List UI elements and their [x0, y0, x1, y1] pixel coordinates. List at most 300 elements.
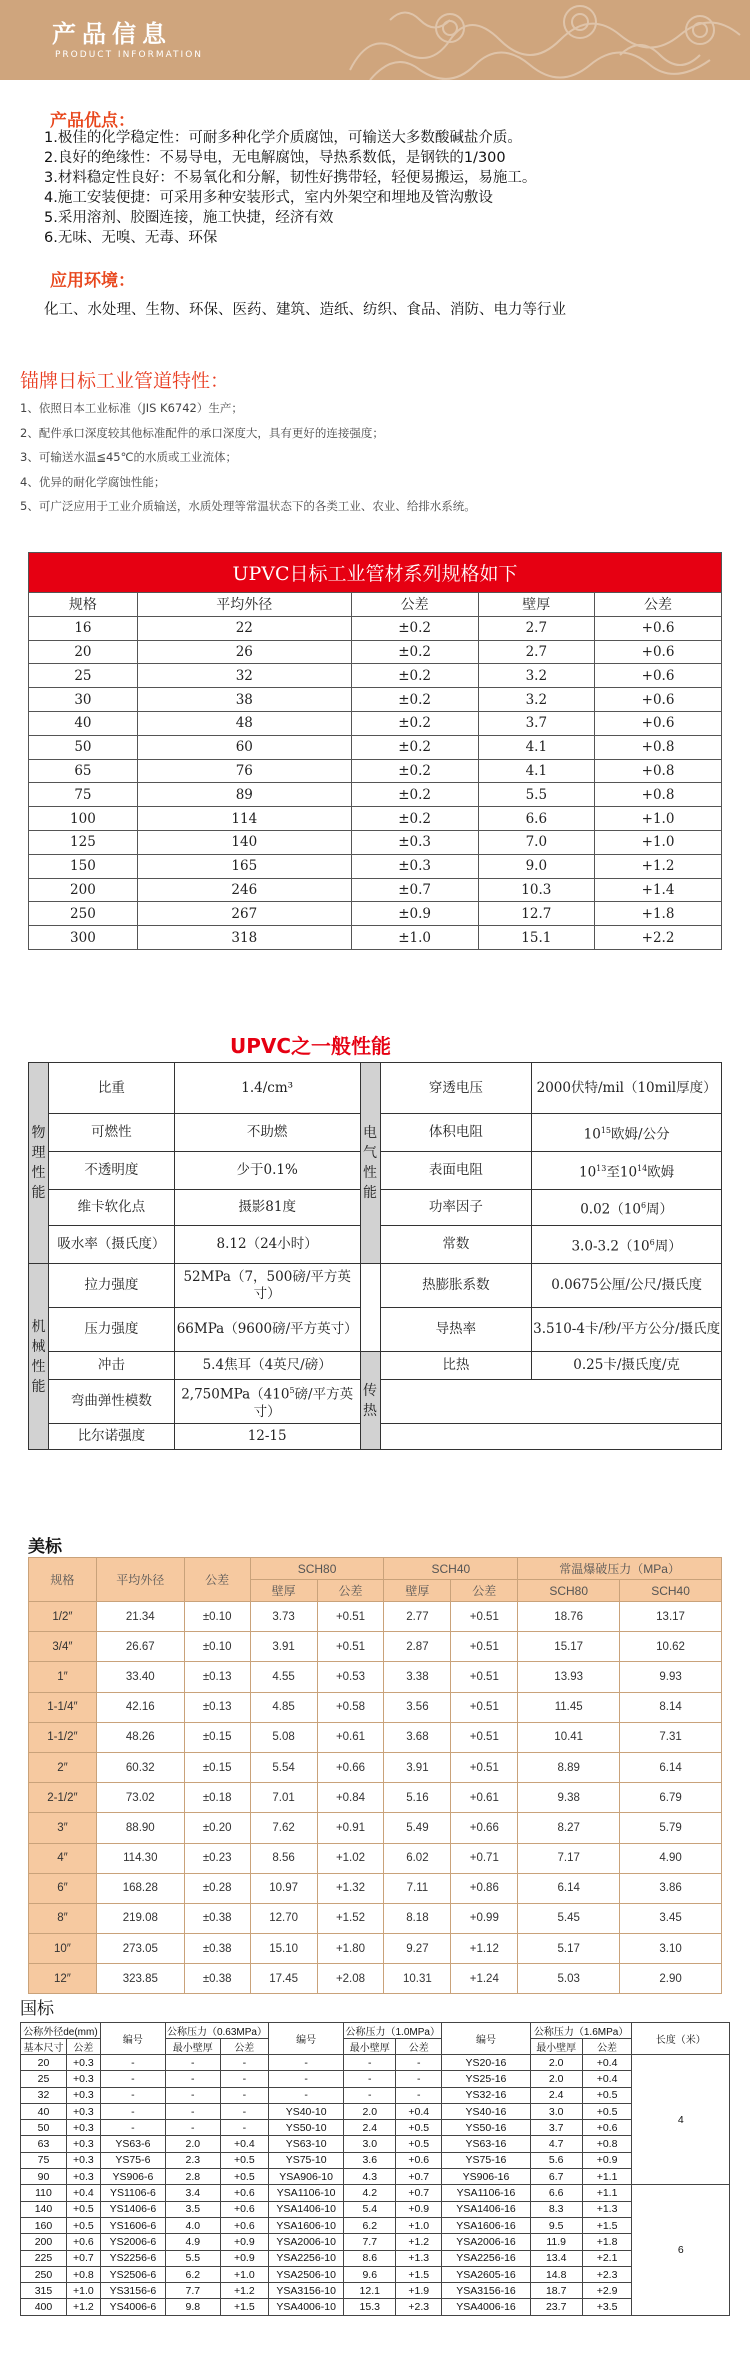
section-title: 产品信息	[52, 20, 172, 48]
table-cell: -	[100, 2071, 165, 2087]
table-cell: 10.3	[478, 878, 595, 902]
table-cell: ±0.2	[351, 783, 478, 807]
table-cell: 3.0	[344, 2136, 396, 2152]
table-cell: +1.9	[396, 2283, 442, 2299]
table-cell: YS32-16	[442, 2087, 531, 2103]
table-cell: +0.5	[396, 2120, 442, 2136]
table-cell: +1.5	[396, 2266, 442, 2282]
column-header: 最小壁厚	[530, 2039, 582, 2055]
table-cell: 5.6	[530, 2152, 582, 2168]
advantages-list	[44, 128, 536, 248]
table-cell: +0.99	[451, 1903, 518, 1933]
table-cell: +0.6	[595, 688, 722, 712]
table-cell: ±0.38	[184, 1903, 250, 1933]
table-cell: +0.3	[66, 2103, 100, 2119]
table-cell: 8.56	[250, 1843, 317, 1873]
table-cell: +0.6	[595, 711, 722, 735]
table-row	[29, 807, 722, 831]
table-cell: 3.38	[384, 1662, 451, 1692]
table-cell: 13.4	[530, 2250, 582, 2266]
table-cell: ±0.15	[184, 1752, 250, 1782]
group-label: 物理性能	[29, 1063, 49, 1264]
property-value: $0.02(10^6$周）	[532, 1190, 722, 1226]
table-cell: 6.14	[620, 1752, 722, 1782]
table-cell: YSA1606-10	[269, 2217, 344, 2233]
table-row	[29, 735, 722, 759]
table-cell: -	[165, 2103, 220, 2119]
table-cell: 5.49	[384, 1813, 451, 1843]
table-cell: +0.61	[317, 1722, 384, 1752]
table-cell: YS20-16	[442, 2055, 531, 2071]
property-name: 不透明度	[48, 1152, 174, 1190]
table-cell: 11.9	[530, 2234, 582, 2250]
table-cell: 3.2	[478, 664, 595, 688]
column-header: 公差	[351, 593, 478, 617]
property-name: 可燃性	[48, 1114, 174, 1152]
table-cell: 13.17	[620, 1602, 722, 1632]
empty-cell	[380, 1380, 721, 1424]
table-cell: 267	[137, 902, 351, 926]
table-cell: +0.3	[66, 2071, 100, 2087]
brand-list	[20, 396, 476, 519]
list-item: 6.无味、无嗅、无毒、环保	[44, 230, 218, 246]
table-cell: -	[220, 2055, 268, 2071]
property-value: 3.510-4卡/秒/平方公分/摄氏度	[532, 1308, 722, 1352]
table-cell: ±0.2	[351, 759, 478, 783]
table-cell: -	[220, 2071, 268, 2087]
table-cell: 3.0	[530, 2103, 582, 2119]
column-header: 规格	[29, 593, 138, 617]
table-cell: +0.6	[220, 2217, 268, 2233]
table-cell: 2.7	[478, 640, 595, 664]
property-value: 2000伏特/mil（10mil厚度）	[532, 1063, 722, 1114]
table-cell: YSA4006-10	[269, 2299, 344, 2315]
table-row	[21, 2217, 730, 2233]
table-cell: 6.7	[530, 2169, 582, 2185]
table-cell: ±0.10	[184, 1602, 250, 1632]
table-cell: YS75-16	[442, 2152, 531, 2168]
table-cell: 16	[29, 616, 138, 640]
table-cell: 30	[29, 688, 138, 712]
table-row	[29, 1964, 722, 1994]
table-cell: 25	[21, 2071, 67, 2087]
table-cell: 10.41	[518, 1722, 620, 1752]
table-cell: YSA2506-10	[269, 2266, 344, 2282]
table-row	[29, 783, 722, 807]
table-cell: YS3156-6	[100, 2283, 165, 2299]
table-cell: +2.9	[582, 2283, 632, 2299]
table-cell: YS2256-6	[100, 2250, 165, 2266]
table-cell: -	[220, 2120, 268, 2136]
table-cell: +1.5	[220, 2299, 268, 2315]
table-cell: +2.3	[582, 2266, 632, 2282]
table-row	[29, 664, 722, 688]
us-standard-title: 美标	[28, 1537, 62, 1557]
table-cell: YSA3156-16	[442, 2283, 531, 2299]
property-value: 不助燃	[174, 1114, 360, 1152]
gb-standard-title: 国标	[20, 1999, 54, 2019]
table-cell: -	[396, 2071, 442, 2087]
table-cell: +1.1	[582, 2169, 632, 2185]
table-cell: 9.6	[344, 2266, 396, 2282]
table-cell: +0.4	[582, 2071, 632, 2087]
table-cell: 20	[29, 640, 138, 664]
table-cell: 315	[21, 2283, 67, 2299]
table-cell: +0.6	[595, 616, 722, 640]
table-cell: 3″	[29, 1813, 97, 1843]
brand-title: 锚牌日标工业管道特性：	[20, 370, 230, 392]
table-cell: 4.85	[250, 1692, 317, 1722]
table-cell: +1.3	[396, 2250, 442, 2266]
column-header: 平均外径	[137, 593, 351, 617]
column-header: 壁厚	[384, 1580, 451, 1602]
table-cell: ±0.23	[184, 1843, 250, 1873]
table-cell: 7.17	[518, 1843, 620, 1873]
table-cell: 9.8	[165, 2299, 220, 2315]
column-header: 编号	[269, 2023, 344, 2055]
column-header: 公差	[317, 1580, 384, 1602]
table-cell: +0.8	[595, 783, 722, 807]
table-cell: 5.16	[384, 1783, 451, 1813]
table-cell: -	[269, 2087, 344, 2103]
table-cell: 225	[21, 2250, 67, 2266]
table-cell: +0.3	[66, 2055, 100, 2071]
table-row	[29, 688, 722, 712]
table-cell: 48.26	[96, 1722, 184, 1752]
table-cell: 250	[21, 2266, 67, 2282]
table-cell: 3.91	[250, 1632, 317, 1662]
table-cell: -	[344, 2055, 396, 2071]
table-cell: 8.89	[518, 1752, 620, 1782]
table-cell: +1.0	[396, 2217, 442, 2233]
table-cell: +0.6	[582, 2120, 632, 2136]
table-cell: 4″	[29, 1843, 97, 1873]
table-cell: 33.40	[96, 1662, 184, 1692]
property-value: 5.4焦耳（4英尺/磅）	[174, 1352, 360, 1380]
column-header: 公差	[66, 2039, 100, 2055]
table-cell: -	[344, 2071, 396, 2087]
column-header: 最小壁厚	[165, 2039, 220, 2055]
table-cell: 7.31	[620, 1722, 722, 1752]
table-cell: YSA1106-16	[442, 2185, 531, 2201]
property-name: 比重	[48, 1063, 174, 1114]
table-cell: ±0.7	[351, 878, 478, 902]
table-row	[21, 2266, 730, 2282]
table-cell: 13.93	[518, 1662, 620, 1692]
table-cell: +0.6	[595, 664, 722, 688]
table-cell: +0.4	[582, 2055, 632, 2071]
table-row	[21, 2185, 730, 2201]
table-row	[29, 1632, 722, 1662]
table-cell: +0.6	[66, 2234, 100, 2250]
table-cell: 18.76	[518, 1602, 620, 1632]
table-cell: 4.90	[620, 1843, 722, 1873]
table-cell: +0.58	[317, 1692, 384, 1722]
column-header: SCH80	[250, 1558, 384, 1580]
table-cell: +0.51	[451, 1662, 518, 1692]
table-row	[21, 2071, 730, 2087]
column-header: 壁厚	[478, 593, 595, 617]
table-cell: ±0.2	[351, 807, 478, 831]
column-header: 公称压力（1.0MPa）	[344, 2023, 442, 2039]
table-cell: 14.8	[530, 2266, 582, 2282]
property-value: 摄影81度	[174, 1190, 360, 1226]
table-cell: -	[269, 2055, 344, 2071]
table-cell: +0.3	[66, 2120, 100, 2136]
table-row	[29, 1903, 722, 1933]
table-cell: +1.0	[595, 807, 722, 831]
table-cell: ±0.2	[351, 664, 478, 688]
table-cell: 7.7	[165, 2283, 220, 2299]
table-cell: 89	[137, 783, 351, 807]
table-cell: 4.3	[344, 2169, 396, 2185]
table-cell: ±0.13	[184, 1662, 250, 1692]
table-cell: YSA2605-16	[442, 2266, 531, 2282]
table-cell: 7.7	[344, 2234, 396, 2250]
table-cell: +1.0	[66, 2283, 100, 2299]
table-row	[29, 1843, 722, 1873]
table-cell: +0.51	[317, 1602, 384, 1632]
table-cell: 110	[21, 2185, 67, 2201]
table-cell: 200	[21, 2234, 67, 2250]
table-cell: 250	[29, 902, 138, 926]
table-cell: 42.16	[96, 1692, 184, 1722]
table-cell: +0.66	[451, 1813, 518, 1843]
table-cell: YS25-16	[442, 2071, 531, 2087]
table-cell: 12″	[29, 1964, 97, 1994]
table-row	[21, 2201, 730, 2217]
table-row	[21, 2120, 730, 2136]
table-cell: -	[269, 2071, 344, 2087]
table-cell: +1.80	[317, 1934, 384, 1964]
column-header: 公差	[396, 2039, 442, 2055]
table-cell: 10″	[29, 1934, 97, 1964]
table-cell: -	[396, 2055, 442, 2071]
table-cell: +0.91	[317, 1813, 384, 1843]
table-cell: -	[165, 2071, 220, 2087]
table-cell: +1.0	[595, 830, 722, 854]
table-cell: 2.77	[384, 1602, 451, 1632]
table-cell: 12.7	[478, 902, 595, 926]
column-header: 规格	[29, 1558, 97, 1602]
table-cell: 1/2″	[29, 1602, 97, 1632]
property-name: 吸水率（摄氏度）	[48, 1226, 174, 1264]
property-value: 8.12（24小时）	[174, 1226, 360, 1264]
table-cell: +0.53	[317, 1662, 384, 1692]
table-cell: +2.2	[595, 926, 722, 950]
table-row	[29, 1602, 722, 1632]
table-cell: 3.4	[165, 2185, 220, 2201]
table-cell: -	[100, 2055, 165, 2071]
table-cell: ±1.0	[351, 926, 478, 950]
table-cell: +1.24	[451, 1964, 518, 1994]
table-cell: YS50-16	[442, 2120, 531, 2136]
table-cell: YSA2256-16	[442, 2250, 531, 2266]
table-cell: 23.7	[530, 2299, 582, 2315]
property-name: 冲击	[48, 1352, 174, 1380]
table-cell: 300	[29, 926, 138, 950]
property-name: 功率因子	[380, 1190, 532, 1226]
table-cell: 3/4″	[29, 1632, 97, 1662]
table-cell: 6.2	[165, 2266, 220, 2282]
table-cell: 21.34	[96, 1602, 184, 1632]
table-cell: YSA2006-16	[442, 2234, 531, 2250]
table-cell: 3.7	[478, 711, 595, 735]
table-cell: +1.5	[582, 2217, 632, 2233]
table-cell: YS63-6	[100, 2136, 165, 2152]
property-name: 体积电阻	[380, 1114, 532, 1152]
advantages-title: 产品优点：	[50, 111, 135, 131]
table-cell: 8.27	[518, 1813, 620, 1843]
list-item: 1、依照日本工业标准（JIS K6742）生产；	[20, 401, 243, 415]
table-cell: 20	[21, 2055, 67, 2071]
table-cell: 12.1	[344, 2283, 396, 2299]
table-cell: 3.68	[384, 1722, 451, 1752]
column-header: 壁厚	[250, 1580, 317, 1602]
table-cell: 2.4	[530, 2087, 582, 2103]
table-cell: +0.4	[220, 2136, 268, 2152]
table-cell: 15.3	[344, 2299, 396, 2315]
property-value: $10^{13}$至$10^{14}$欧姆	[532, 1152, 722, 1190]
table-cell: 65	[29, 759, 138, 783]
list-item: 3、可输送水温≦45℃的水质或工业流体；	[20, 450, 237, 464]
us-standard-table	[28, 1557, 722, 1994]
table-row	[29, 878, 722, 902]
table-cell: YS50-10	[269, 2120, 344, 2136]
table-cell: +0.6	[220, 2185, 268, 2201]
table-cell: 26.67	[96, 1632, 184, 1662]
table-cell: 50	[29, 735, 138, 759]
table-cell: ±0.38	[184, 1934, 250, 1964]
table-cell: 32	[21, 2087, 67, 2103]
property-name: 维卡软化点	[48, 1190, 174, 1226]
table-row	[29, 926, 722, 950]
table-row	[21, 2055, 730, 2071]
table-cell: -	[100, 2087, 165, 2103]
table-cell: +3.5	[582, 2299, 632, 2315]
table-cell: 8.18	[384, 1903, 451, 1933]
table-cell: -	[220, 2087, 268, 2103]
table-cell: +0.7	[396, 2169, 442, 2185]
table-cell: 2.0	[165, 2136, 220, 2152]
table-cell: +0.3	[66, 2136, 100, 2152]
table-row	[29, 1752, 722, 1782]
property-name: 热膨胀系数	[380, 1264, 532, 1308]
table-cell: +1.32	[317, 1873, 384, 1903]
table-cell: 2.7	[478, 616, 595, 640]
table-cell: 168.28	[96, 1873, 184, 1903]
column-header: 最小壁厚	[344, 2039, 396, 2055]
length-cell: 4	[632, 2055, 730, 2185]
table-cell: YSA1406-10	[269, 2201, 344, 2217]
table-cell: +0.5	[396, 2136, 442, 2152]
table-cell: 273.05	[96, 1934, 184, 1964]
table-cell: +0.9	[582, 2152, 632, 2168]
table-cell: 1-1/4″	[29, 1692, 97, 1722]
column-header: SCH40	[620, 1580, 722, 1602]
table-cell: 76	[137, 759, 351, 783]
table-cell: 15.1	[478, 926, 595, 950]
column-header: 公差	[595, 593, 722, 617]
table-cell: 6.79	[620, 1783, 722, 1813]
table-cell: 15.10	[250, 1934, 317, 1964]
table-row	[29, 640, 722, 664]
table-cell: +1.2	[220, 2283, 268, 2299]
table-cell: 4.0	[165, 2217, 220, 2233]
table-cell: +1.4	[595, 878, 722, 902]
table-cell: ±0.9	[351, 902, 478, 926]
table-cell: 3.10	[620, 1934, 722, 1964]
table-cell: -	[396, 2087, 442, 2103]
table-cell: ±0.20	[184, 1813, 250, 1843]
table-cell: 6.2	[344, 2217, 396, 2233]
table-cell: 38	[137, 688, 351, 712]
table-cell: 12.70	[250, 1903, 317, 1933]
table-cell: 8.14	[620, 1692, 722, 1722]
table-cell: +0.6	[220, 2201, 268, 2217]
table-cell: 10.97	[250, 1873, 317, 1903]
table-cell: 6.6	[530, 2185, 582, 2201]
section-subtitle: PRODUCT INFORMATION	[55, 50, 204, 60]
table-cell: +0.3	[66, 2087, 100, 2103]
table-cell: 1-1/2″	[29, 1722, 97, 1752]
table-row	[29, 1692, 722, 1722]
table-cell: -	[100, 2103, 165, 2119]
table-cell: 88.90	[96, 1813, 184, 1843]
list-item: 5.采用溶剂、胶圈连接，施工快捷，经济有效	[44, 210, 334, 226]
table-cell: 4.9	[165, 2234, 220, 2250]
table-cell: YS1606-6	[100, 2217, 165, 2233]
table-cell: -	[165, 2087, 220, 2103]
table-cell: ±0.2	[351, 616, 478, 640]
property-name: 弯曲弹性模数	[48, 1380, 174, 1424]
table-row	[21, 2250, 730, 2266]
table-cell: +0.3	[66, 2152, 100, 2168]
table-cell: +0.51	[451, 1692, 518, 1722]
group-label: 电气性能	[360, 1063, 380, 1264]
table-row	[21, 2169, 730, 2185]
property-name: 比尔诺强度	[48, 1424, 174, 1450]
table-cell: +0.51	[451, 1752, 518, 1782]
general-properties-table	[28, 1062, 722, 1450]
table-cell: +0.5	[220, 2152, 268, 2168]
column-header: 编号	[442, 2023, 531, 2055]
table-cell: 90	[21, 2169, 67, 2185]
table-cell: 9.5	[530, 2217, 582, 2233]
group-spacer	[360, 1264, 380, 1352]
cloud-pattern-decoration	[330, 0, 750, 80]
table-cell: 4.55	[250, 1662, 317, 1692]
property-value: $10^{15}$欧姆/公分	[532, 1114, 722, 1152]
table-cell: 60.32	[96, 1752, 184, 1782]
property-value: 0.25卡/摄氏度/克	[532, 1352, 722, 1380]
list-item: 3.材料稳定性良好：不易氧化和分解，韧性好携带轻，轻便易搬运，易施工。	[44, 170, 537, 186]
table-cell: +0.51	[317, 1632, 384, 1662]
table-cell: YSA2006-10	[269, 2234, 344, 2250]
table-cell: ±0.28	[184, 1873, 250, 1903]
table-cell: 2.87	[384, 1632, 451, 1662]
column-header: 公称压力（1.6MPa）	[530, 2023, 632, 2039]
table-row	[29, 1813, 722, 1843]
table-cell: +1.3	[582, 2201, 632, 2217]
column-header: 公称压力（0.63MPa）	[165, 2023, 268, 2039]
table-cell: 7.0	[478, 830, 595, 854]
table-cell: YS63-10	[269, 2136, 344, 2152]
table-cell: 63	[21, 2136, 67, 2152]
property-value: 少于0.1%	[174, 1152, 360, 1190]
table-cell: 73.02	[96, 1783, 184, 1813]
table-cell: +0.86	[451, 1873, 518, 1903]
